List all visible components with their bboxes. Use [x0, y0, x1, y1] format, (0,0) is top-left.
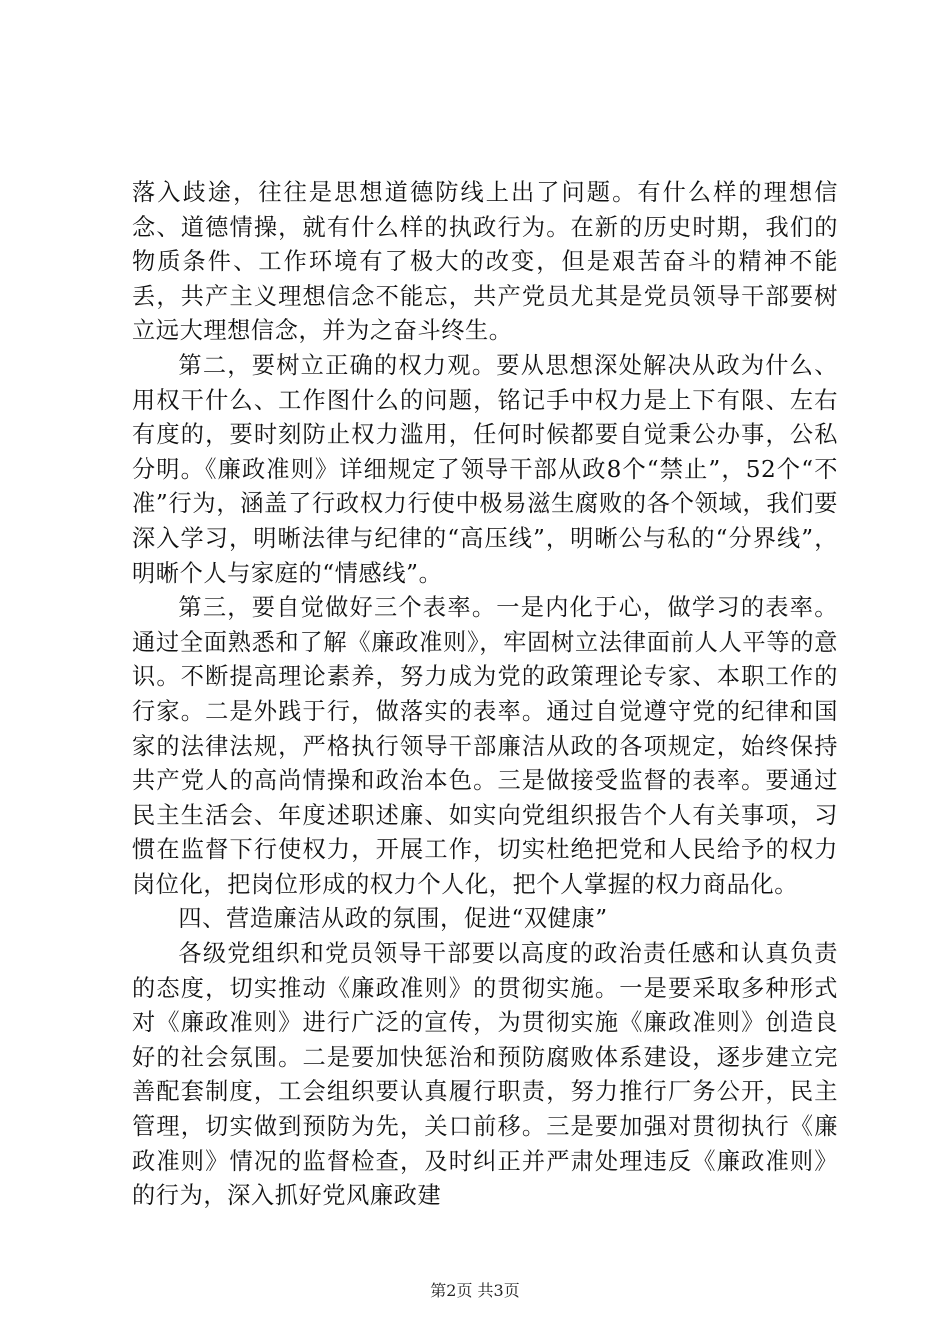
- paragraph-power-view: 第二，要树立正确的权力观。要从思想深处解决从政为什么、用权干什么、工作图什么的问题，铭记手中权力是上下有限、左右有度的，要时刻防止权力滥用，任何时候都要自觉秉公办事，公私分明。《廉政准则》详细规定了领导干部从政8个“禁止”，52个“不准”行为，涵盖了行政权力行使中极易滋生腐败的各个领域，我们要深入学习，明晰法律与纪律的“高压线”，明晰公与私的“分界线”，明晰个人与家庭的“情感线”。: [132, 351, 838, 587]
- document-body: [132, 176, 838, 1214]
- paragraph-continuation: 落入歧途，往往是思想道德防线上出了问题。有什么样的理想信念、道德情操，就有什么样的执政行为。在新的历史时期，我们的物质条件、工作环境有了极大的改变，但是艰苦奋斗的精神不能丢，共产主义理想信念不能忘，共产党员尤其是党员领导干部要树立远大理想信念，并为之奋斗终生。: [132, 179, 838, 345]
- paragraph-three-examples: 第三，要自觉做好三个表率。一是内化于心，做学习的表率。通过全面熟悉和了解《廉政准则》，牢固树立法律面前人人平等的意识。不断提高理论素养，努力成为党的政策理论专家、本职工作的行家。二是外践于行，做落实的表率。通过自觉遵守党的纪律和国家的法律法规，严格执行领导干部廉洁从政的各项规定，始终保持共产党人的高尚情操和政治本色。三是做接受监督的表率。要通过民主生活会、年度述职述廉、如实向党组织报告个人有关事项，习惯在监督下行使权力，开展工作，切实杜绝把党和人民给予的权力岗位化，把岗位形成的权力个人化，把个人掌握的权力商品化。: [132, 594, 838, 898]
- page-number-footer: 第2页 共3页: [430, 1281, 520, 1300]
- paragraph-implementation: 各级党组织和党员领导干部要以高度的政治责任感和认真负责的态度，切实推动《廉政准则》的贯彻实施。一是要采取多种形式对《廉政准则》进行广泛的宣传，为贯彻实施《廉政准则》创造良好的社会氛围。二是要加快惩治和预防腐败体系建设，逐步建立完善配套制度，工会组织要认真履行职责，努力推行厂务公开，民主管理，切实做到预防为先，关口前移。三是要加强对贯彻执行《廉政准则》情况的监督检查，及时纠正并严肃处理违反《廉政准则》的行为，深入抓好党风廉政建: [132, 940, 838, 1210]
- section-heading-four: 四、营造廉洁从政的氛围，促进“双健康”: [178, 905, 608, 933]
